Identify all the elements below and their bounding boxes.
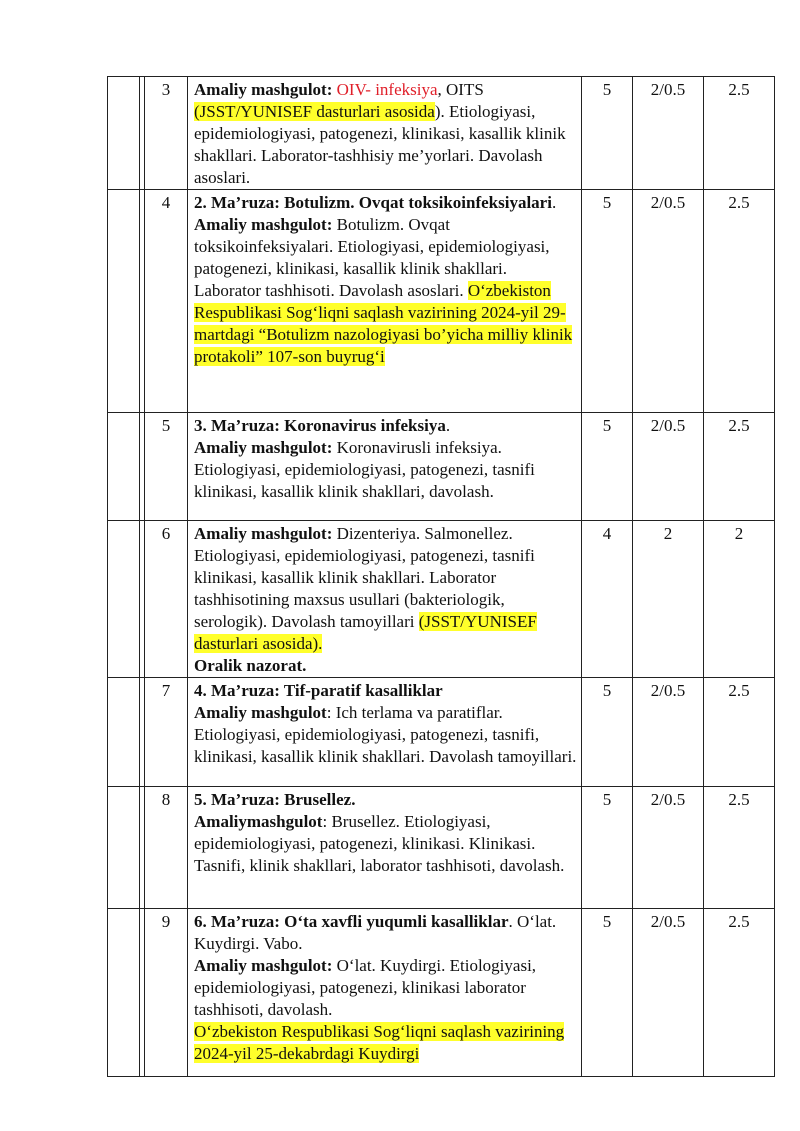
row-number: 9 <box>145 909 188 1077</box>
bold-heading: 3. Ma’ruza: Koronavirus infeksiya <box>194 416 446 435</box>
topic-text: OIV- infeksiya <box>336 80 438 99</box>
topic-text: Botulizm. Ovqat toksikoinfeksiyalari. Etiologiyasi, epidemiologiyasi, patogenezi, klinikasi, kasallik klinik shakllari. Laborator tashhisoti. Davolash asoslari. <box>194 215 550 300</box>
bold-heading: Amaliy mashgulot: <box>194 438 333 457</box>
bold-heading: Amaliy mashgulot: <box>194 524 333 543</box>
split-hours-cell: 2/0.5 <box>633 909 704 1077</box>
row-number: 6 <box>145 521 188 678</box>
topic-text: . <box>551 193 557 212</box>
topic-text: : Ich terlama va paratiflar. Etiologiyasi, epidemiologiyasi, patogenezi, tasnifi, klinikasi, kasallik klinik shakllari. Davolash tamoyillari. <box>194 703 577 766</box>
topic-cell <box>188 190 582 413</box>
bold-heading: Oralik nazorat. <box>194 656 307 675</box>
topic-text: O‘lat. Kuydirgi. Etiologiyasi, epidemiologiyasi, patogenezi, klinikasi laborator tashhisoti, davolash. <box>194 956 537 1019</box>
row-number: 5 <box>145 413 188 521</box>
topic-text: ). Etiologiyasi, epidemiologiyasi, patogenezi, klinikasi, kasallik klinik shakllari. Laborator-tashhisiy me’yorlari. Davolash asoslari. <box>194 102 566 187</box>
bold-heading: Amaliymashgulot <box>194 812 323 831</box>
bold-heading: 2. Ma’ruza: Botulizm. Ovqat toksikoinfeksiyalari <box>194 193 552 212</box>
table-row <box>108 678 775 787</box>
table-row <box>108 190 775 413</box>
topic-cell <box>188 521 582 678</box>
table-row <box>108 909 775 1077</box>
highlighted-text: O‘zbekiston Respublikasi Sog‘liqni saqlash vazirining 2024-yil 29-martdagi “Botulizm nazologiyasi bo’yicha milliy klinik protakoli” 107-son buyrug‘i <box>194 281 573 366</box>
margin-cell <box>108 678 145 787</box>
row-number: 3 <box>145 77 188 190</box>
hours-cell: 5 <box>582 413 633 521</box>
total-hours-cell: 2 <box>704 521 775 678</box>
split-hours-cell: 2/0.5 <box>633 787 704 909</box>
topic-cell <box>188 413 582 521</box>
bold-heading: Amaliy mashgulot: <box>194 215 333 234</box>
curriculum-table <box>107 76 775 1077</box>
topic-cell <box>188 787 582 909</box>
margin-cell <box>108 909 145 1077</box>
highlighted-text: O‘zbekiston Respublikasi Sog‘liqni saqlash vazirining 2024-yil 25-dekabrdagi Kuydirgi <box>194 1022 565 1063</box>
topic-text: . <box>445 416 451 435</box>
bold-heading: 6. Ma’ruza: O‘ta xavfli yuqumli kasalliklar <box>194 912 509 931</box>
table-row <box>108 787 775 909</box>
split-hours-cell: 2/0.5 <box>633 413 704 521</box>
table-row <box>108 77 775 190</box>
topic-cell <box>188 77 582 190</box>
topic-text: : Brusellez. Etiologiyasi, epidemiologiyasi, patogenezi, klinikasi. Klinikasi. Tasnifi, klinik shakllari, laborator tashhisoti, davolash. <box>194 812 565 875</box>
margin-cell <box>108 77 145 190</box>
total-hours-cell: 2.5 <box>704 678 775 787</box>
hours-cell: 5 <box>582 909 633 1077</box>
row-number: 4 <box>145 190 188 413</box>
row-number: 7 <box>145 678 188 787</box>
margin-cell <box>108 521 145 678</box>
bold-heading: 5. Ma’ruza: Brusellez. <box>194 790 356 809</box>
split-hours-cell: 2 <box>633 521 704 678</box>
total-hours-cell: 2.5 <box>704 909 775 1077</box>
margin-cell <box>108 413 145 521</box>
row-number: 8 <box>145 787 188 909</box>
table-row <box>108 413 775 521</box>
total-hours-cell: 2.5 <box>704 413 775 521</box>
split-hours-cell: 2/0.5 <box>633 77 704 190</box>
highlighted-text: (JSST/YUNISEF dasturlari asosida <box>194 102 435 121</box>
bold-heading: Amaliy mashgulot: <box>194 80 337 99</box>
hours-cell: 5 <box>582 678 633 787</box>
topic-cell <box>188 678 582 787</box>
hours-cell: 5 <box>582 190 633 413</box>
topic-text: Koronavirusli infeksiya. Etiologiyasi, epidemiologiyasi, patogenezi, tasnifi klinikasi, kasallik klinik shakllari, davolash. <box>194 438 535 501</box>
bold-heading: 4. Ma’ruza: Tif-paratif kasalliklar <box>194 681 443 700</box>
bold-heading: Amaliy mashgulot: <box>194 956 333 975</box>
table-row <box>108 521 775 678</box>
topic-text: Dizenteriya. Salmonellez. Etiologiyasi, epidemiologiyasi, patogenezi, tasnifi klinikasi, kasallik klinik shakllari. Laborator tashhisotining maxsus usullari (bakteriologik, serologik). Davolash tamoyillari <box>194 524 535 631</box>
hours-cell: 5 <box>582 77 633 190</box>
total-hours-cell: 2.5 <box>704 190 775 413</box>
total-hours-cell: 2.5 <box>704 787 775 909</box>
highlighted-text: (JSST/YUNISEF dasturlari asosida). <box>194 612 537 653</box>
margin-cell <box>108 190 145 413</box>
topic-text: . O‘lat. Kuydirgi. Vabo. <box>194 912 557 953</box>
hours-cell: 5 <box>582 787 633 909</box>
total-hours-cell: 2.5 <box>704 77 775 190</box>
split-hours-cell: 2/0.5 <box>633 190 704 413</box>
hours-cell: 4 <box>582 521 633 678</box>
margin-cell <box>108 787 145 909</box>
split-hours-cell: 2/0.5 <box>633 678 704 787</box>
topic-cell <box>188 909 582 1077</box>
bold-heading: Amaliy mashgulot <box>194 703 327 722</box>
topic-text: , OITS <box>437 80 484 99</box>
